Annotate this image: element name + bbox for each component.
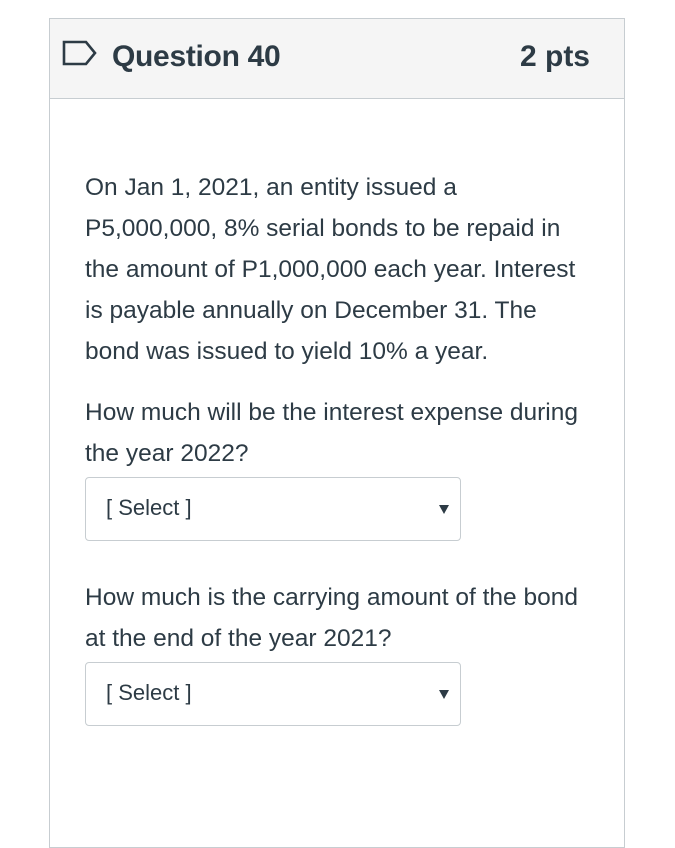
question-points: 2 pts (519, 40, 590, 73)
caret-down-icon (439, 690, 449, 699)
caret-down-icon (439, 505, 449, 514)
flag-question-icon[interactable] (62, 40, 98, 66)
question-title: Question 40 (112, 40, 281, 73)
select-value: [ Select ] (106, 495, 192, 520)
question-body (85, 167, 595, 726)
select-value: [ Select ] (106, 680, 192, 705)
prompt-carrying-amount: How much is the carrying amount of the bond at the end of the year 2021? (85, 584, 578, 652)
question-header (50, 19, 624, 99)
carrying-amount-select[interactable] (85, 662, 461, 726)
question-card (49, 18, 625, 848)
question-text: On Jan 1, 2021, an entity issued a P5,000,000, 8% serial bonds to be repaid in the amount of P1,000,000 each year. Interest is payable annually on December 31. The bond was issued to yield 10% a year. (85, 174, 576, 365)
interest-expense-select[interactable] (85, 477, 461, 541)
prompt-interest-expense: How much will be the interest expense during the year 2022? (85, 399, 578, 467)
